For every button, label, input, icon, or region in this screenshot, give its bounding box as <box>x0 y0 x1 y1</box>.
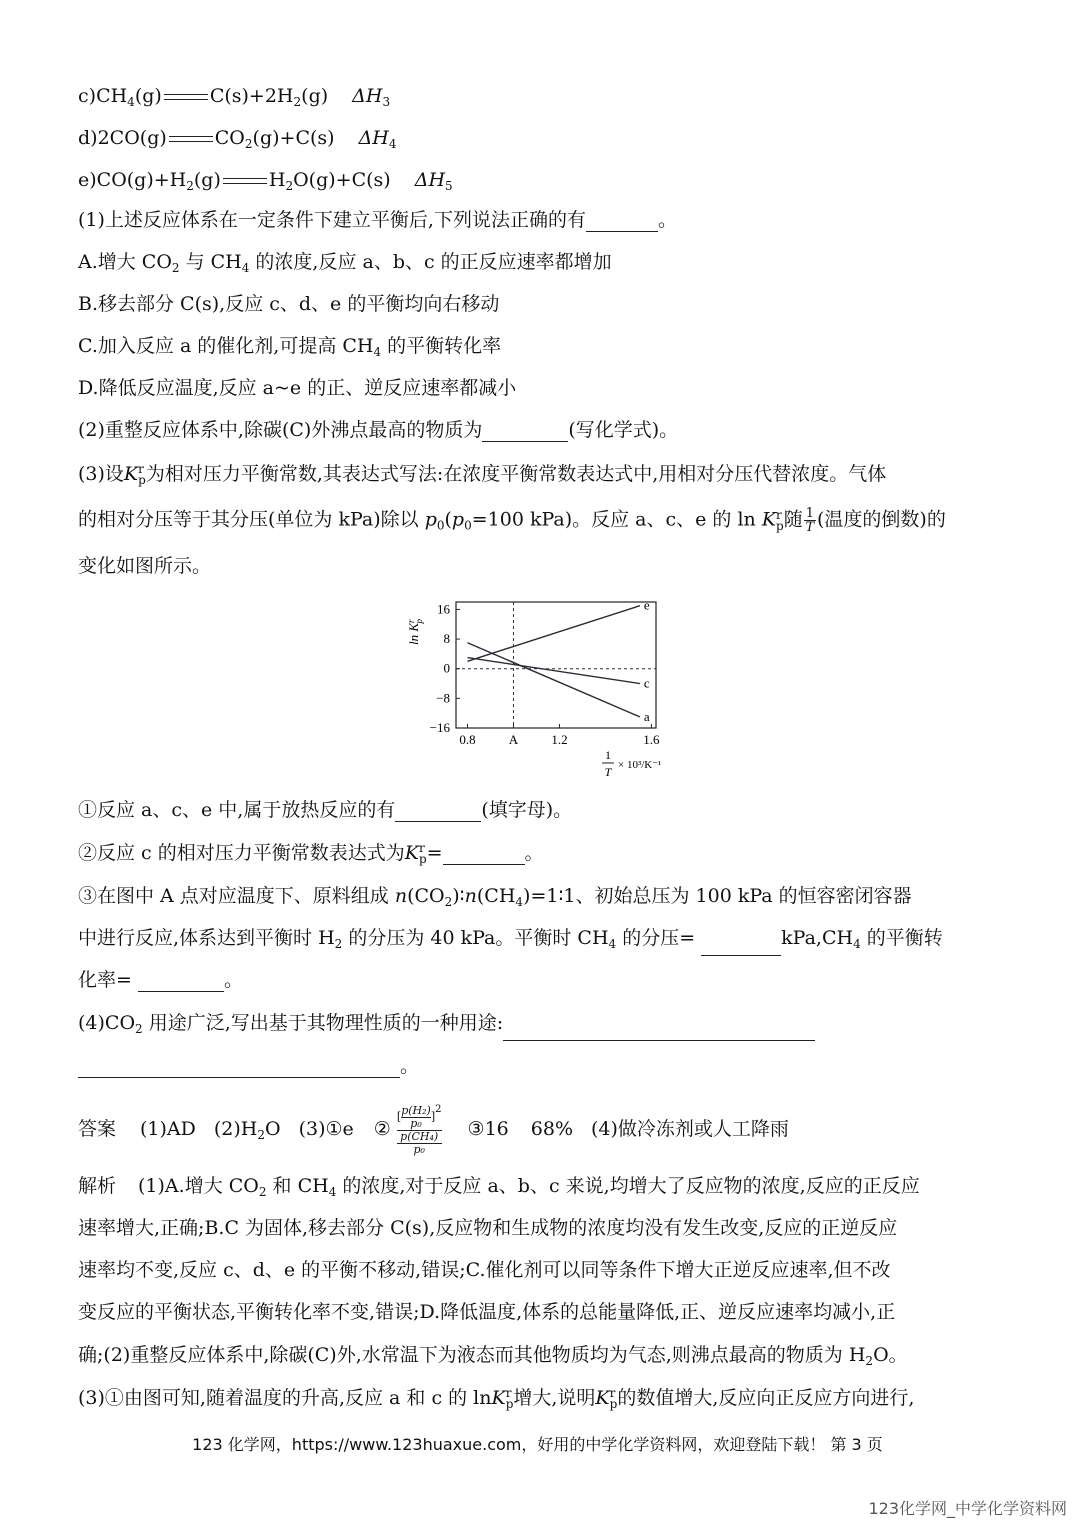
question-3-sub-2: ②反应 c 的相对压力平衡常数表达式为K r p = 。 <box>78 841 544 866</box>
analysis-line-5: 确;(2)重整反应体系中,除碳(C)外,水常温下为液态而其他物质均为气态,则沸点最高的物质为 $H_2O$。 <box>78 1344 908 1368</box>
reaction-c: $c)CH_4(g)$ $C(s)+2H_2(g)$ $\Delta H_3$ <box>78 85 391 109</box>
answer-line: 答案 (1)AD $(2)H_2O$ (3)①e ② [ $\frac{\text{p(H₂)}}{\text{p₀}}$ ]2 p(CH₄) p₀ ③16 68% (4)做冷冻剂或人工降雨 <box>78 1103 789 1156</box>
question-4: $(4)CO_2$ 用途广泛,写出基于其物理性质的一种用途: <box>78 1011 815 1041</box>
series-label-a: a <box>643 708 650 724</box>
reaction-d: d)2CO(g) $CO_2(g)+C(s)$ $\Delta H_4$ <box>78 127 397 151</box>
question-3-line-3: 变化如图所示。 <box>78 555 212 577</box>
series-line-e <box>467 606 639 662</box>
question-3-line-1: (3)设K r p 为相对压力平衡常数,其表达式写法:在浓度平衡常数表达式中,用相对分压代替浓度。气体 <box>78 462 887 487</box>
page-footer: 123 化学网，https://www.123huaxue.com，好用的中学化学资料网，欢迎登陆下载！ 第 3 页 <box>192 1435 883 1454</box>
equilibrium-arrow-icon <box>223 173 267 189</box>
question-2: (2)重整反应体系中,除碳(C)外沸点最高的物质为 (写化学式)。 <box>78 419 679 441</box>
y-axis-label: $\ln K^rp$ <box>406 618 424 646</box>
x-label-denominator: T <box>604 765 612 779</box>
answer-blank <box>395 801 481 822</box>
analysis-line-1: 解析 (1)A.增大 $CO_2$ 和 $CH_4$ 的浓度,对于反应 a、b、c 来说,均增大了反应物的浓度,反应的正反应 <box>78 1175 920 1199</box>
y-tick-label: −16 <box>429 720 450 735</box>
equilibrium-arrow-icon <box>164 89 208 105</box>
y-tick-label: −8 <box>436 690 450 706</box>
answer-blank <box>701 935 781 956</box>
series-label-c: c <box>643 675 650 691</box>
question-4-continued: 。 <box>78 1054 419 1078</box>
analysis-line-4: 变反应的平衡状态,平衡转化率不变,错误;D.降低温度,体系的总能量降低,正、逆反应速率均减小,正 <box>78 1301 896 1323</box>
ln-kp-vs-inverse-temperature-chart <box>400 594 680 784</box>
analysis-line-2: 速率增大,正确;B.C 为固体,移去部分 C(s),反应物和生成物的浓度均没有发生改变,反应的正逆反应 <box>78 1217 898 1239</box>
x-tick-label: A <box>508 732 519 747</box>
x-label-unit: × 10³/K⁻¹ <box>618 759 662 771</box>
y-tick-label: 0 <box>443 660 450 676</box>
answer-blank <box>443 844 525 865</box>
x-tick-label: 1.6 <box>643 732 660 747</box>
analysis-line-6: (3)①由图可知,随着温度的升高,反应 a 和 c 的 lnK r p 增大,说明K r p 的数值增大,反应向正反应方向进行, <box>78 1386 915 1411</box>
question-3-line-2: 的相对分压等于其分压(单位为 kPa)除以 $p_0(p_0=100$ kPa)。反应 a、c、e 的 ln K r p 随 $\frac{1}{T}$ (温度的倒数)的 <box>78 506 946 535</box>
inverse-temperature-fraction: $\frac{1}{T}$ <box>805 506 815 535</box>
plot-frame <box>456 602 656 728</box>
kp-expression-fraction: [ $\frac{\text{p(H₂)}}{\text{p₀}}$ ]2 p(CH₄) p₀ <box>396 1103 442 1156</box>
option-d: D.降低反应温度,反应 a~e 的正、逆反应速率都减小 <box>78 377 517 399</box>
reaction-e: $e)CO(g)+H_2(g)$ $H_2O(g)+C(s)$ $\Delta H_5$ <box>78 169 453 193</box>
option-c: C.加入反应 a 的催化剂,可提高 $CH_4$ 的平衡转化率 <box>78 335 502 359</box>
answer-blank <box>503 1020 815 1041</box>
x-tick-label: 1.2 <box>551 732 568 747</box>
x-tick-label: 0.8 <box>459 732 476 747</box>
option-a: A.增大 $CO_2$ 与 $CH_4$ 的浓度,反应 a、b、c 的正反应速率都增加 <box>78 251 612 275</box>
answer-blank <box>78 1057 400 1078</box>
question-3-sub-1: ①反应 a、c、e 中,属于放热反应的有 (填字母)。 <box>78 799 573 821</box>
option-b: B.移去部分 C(s),反应 c、d、e 的平衡均向右移动 <box>78 293 500 315</box>
question-1-stem: (1)上述反应体系在一定条件下建立平衡后,下列说法正确的有 。 <box>78 209 677 231</box>
answer-blank <box>586 211 658 232</box>
question-3-sub-3-line-3: 化率= 。 <box>78 969 243 991</box>
series-label-e: e <box>643 597 650 613</box>
analysis-line-3: 速率均不变,反应 c、d、e 的平衡不移动,错误;C.催化剂可以同等条件下增大正逆反应速率,但不改 <box>78 1259 891 1281</box>
answer-blank <box>138 971 224 992</box>
x-label-numerator: 1 <box>605 748 611 762</box>
question-3-sub-3-line-1: ③在图中 A 点对应温度下、原料组成 $n(CO_2)∶n(CH_4)=1∶1$、初始总压为 100 kPa 的恒容密闭容器 <box>78 885 912 909</box>
y-tick-label: 8 <box>443 631 450 647</box>
y-tick-label: 16 <box>437 601 450 617</box>
watermark: 123化学网_中学化学资料网 <box>868 1499 1067 1518</box>
question-3-sub-3-line-2: 中进行反应,体系达到平衡时 $H_2$ 的分压为 40 kPa。平衡时 $CH_4$ 的分压= $kPa,CH_4$ 的平衡转 <box>78 926 943 956</box>
answer-blank <box>482 421 568 442</box>
equilibrium-arrow-icon <box>169 131 213 147</box>
